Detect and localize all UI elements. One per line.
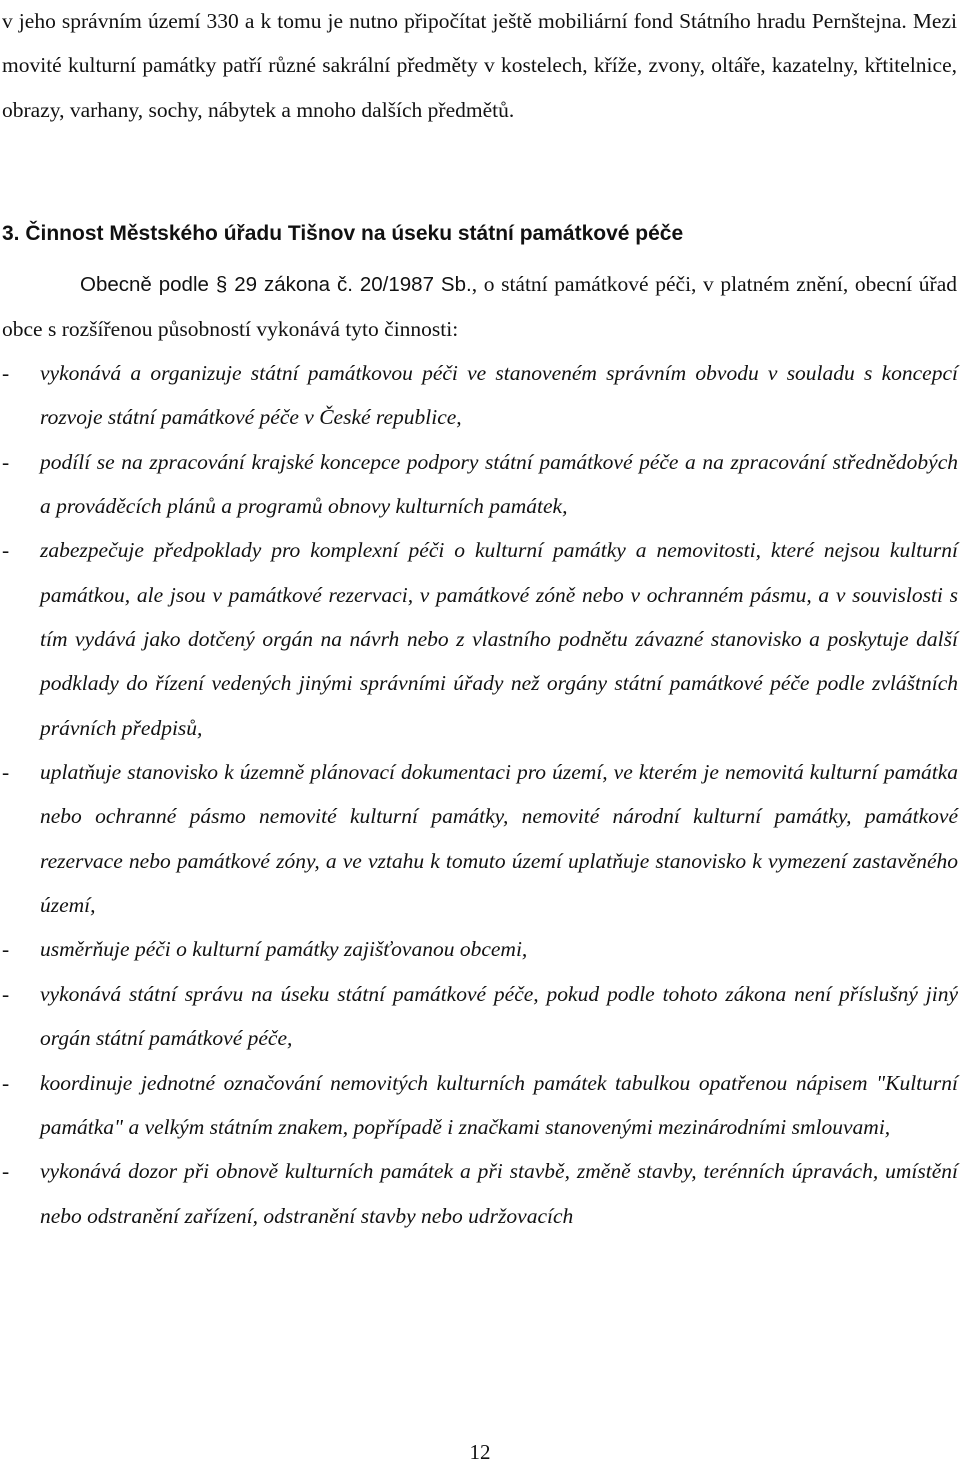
list-dash: - bbox=[2, 538, 10, 563]
list-item-text: vykonává a organizuje státní památkovou péči ve stanoveném správním obvodu v souladu s koncepcí rozvoje státní památkové péče v České republice, bbox=[40, 361, 958, 430]
list-item bbox=[0, 972, 958, 1061]
section-intro-rest: , o státní památkové péči, v platném znění, obecní úřad obce s rozšířenou působností vykonává tyto činnosti: bbox=[2, 272, 957, 342]
list-item-text: vykonává dozor při obnově kulturních památek a při stavbě, změně stavby, terénních úpravách, umístění nebo odstranění zařízení, odstranění stavby nebo udržovacích bbox=[40, 1159, 958, 1228]
list-item bbox=[0, 351, 958, 440]
list-dash: - bbox=[2, 1070, 10, 1095]
list-item bbox=[0, 750, 958, 927]
list-dash: - bbox=[2, 937, 10, 962]
activities-list bbox=[0, 351, 958, 1238]
list-item-text: vykonává státní správu na úseku státní památkové péče, pokud podle tohoto zákona není příslušný jiný orgán státní památkové péče, bbox=[40, 981, 958, 1051]
list-item-text: zabezpečuje předpoklady pro komplexní péči o kulturní památky a nemovitosti, které nejsou kulturní památkou, ale jsou v památkové rezervaci, v památkové zóně nebo v ochranném pásmu, a v souvislosti s tím vydává jako dotčený orgán na návrh nebo z vlastního podnětu závazné stanovisko a poskytuje další podklady do řízení vedených jinými správními úřady než orgány státní památkové péče podle zvláštních právních předpisů, bbox=[40, 538, 958, 740]
list-item-text: usměrňuje péči o kulturní památky zajišťovanou obcemi, bbox=[40, 937, 528, 962]
list-item bbox=[0, 440, 958, 529]
list-dash: - bbox=[2, 449, 10, 474]
list-item bbox=[0, 528, 958, 750]
list-dash: - bbox=[2, 760, 10, 785]
list-item-text: podílí se na zpracování krajské koncepce podpory státní památkové péče a na zpracování střednědobých a prováděcích plánů a programů obnovy kulturních památek, bbox=[40, 449, 958, 519]
section-heading: 3. Činnost Městského úřadu Tišnov na úseku státní památkové péče bbox=[2, 222, 684, 245]
list-item-text: koordinuje jednotné označování nemovitých kulturních památek tabulkou opatřenou nápisem "Kulturní památka" a velkým státním znakem, popřípadě i značkami stanovenými mezinárodními smlouvami, bbox=[40, 1070, 958, 1139]
law-reference: Obecně podle § 29 zákona č. 20/1987 Sb. bbox=[80, 273, 472, 296]
list-item-text: uplatňuje stanovisko k územně plánovací dokumentaci pro území, ve kterém je nemovitá kulturní památka nebo ochranné pásmo nemovité kulturní památky, nemovité národní kulturní památky, památkové rezervace nebo památkové zóny, a ve vztahu k tomuto území uplatňuje stanovisko k vymezení zastavěného území, bbox=[40, 760, 958, 918]
list-dash: - bbox=[2, 361, 10, 385]
list-dash: - bbox=[2, 1159, 10, 1184]
section-intro-paragraph bbox=[2, 262, 957, 352]
page-number: 12 bbox=[469, 1440, 491, 1464]
list-item bbox=[0, 927, 958, 971]
list-dash: - bbox=[2, 981, 10, 1006]
list-item bbox=[0, 1149, 958, 1238]
intro-paragraph: v jeho správním území 330 a k tomu je nutno připočítat ještě mobiliární fond Státního hradu Pernštejna. Mezi movité kulturní památky patří různé sakrální předměty v kostelech, kříže, zvony, oltáře, kazatelny, křtitelnice, obrazy, varhany, sochy, nábytek a mnoho dalších předmětů. bbox=[2, 9, 957, 122]
list-item bbox=[0, 1061, 958, 1150]
